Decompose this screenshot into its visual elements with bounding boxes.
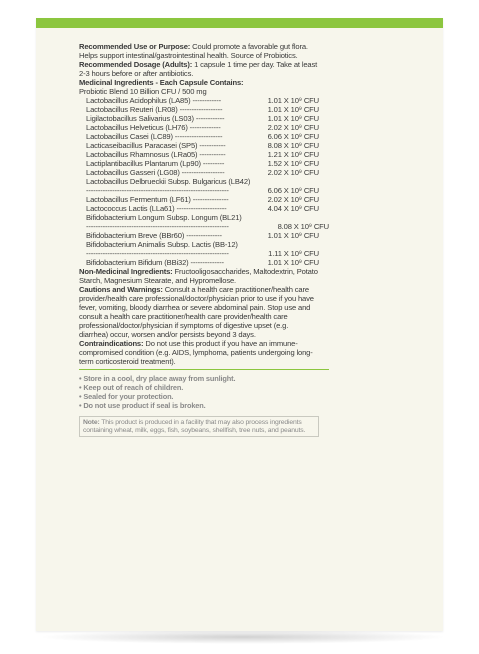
bifidum-value: 1.01 X 10⁹ CFU [267, 258, 319, 267]
ingredient-row [79, 195, 319, 204]
ingredient-name: Lactobacillus Helveticus (LH76) ------------- [86, 123, 221, 132]
ingredient-cfu-value: 6.06 X 10⁹ CFU [267, 132, 319, 141]
ingredient-name: Lactobacillus Casei (LC89) -------------------- [86, 132, 223, 141]
ingredient-cfu-value: 2.02 X 10⁹ CFU [267, 195, 319, 204]
divider [79, 369, 329, 370]
use-text: Could promote a favorable gut flora. Helps support intestinal/gastrointestinal health. Source of Probiotics. [79, 42, 308, 60]
ingredient-row [79, 96, 319, 105]
note-text: This product is produced in a facility that may also process ingredients containing wheat, milk, eggs, fish, soybeans, shellfish, tree nuts, and peanuts. [83, 419, 306, 434]
non-medicinal-section [79, 267, 319, 285]
ingredient-row [79, 114, 319, 123]
ingredient-name: Lactococcus Lactis (LLa61) --------------------- [86, 204, 227, 213]
ingredient-cfu-value: 8.08 X 10⁹ CFU [267, 141, 319, 150]
ingredient-cfu-value: 1.01 X 10⁹ CFU [267, 114, 319, 123]
dosage-text: 1 capsule 1 time per day. Take at least 2-3 hours before or after antibiotics. [79, 60, 318, 78]
non-medicinal-label: Non-Medicinal Ingredients: [79, 267, 173, 276]
breve-name: Bifidobacterium Breve (BBr60) --------------- [86, 231, 222, 240]
ingredient-cfu-value: 2.02 X 10⁹ CFU [267, 168, 319, 177]
breve-value: 1.01 X 10⁹ CFU [267, 231, 319, 240]
ingredient-cfu-value: 1.21 X 10⁹ CFU [267, 150, 319, 159]
longum-name: Bifidobacterium Longum Subsp. Longum (BL21) [86, 213, 242, 222]
contraindications-section [79, 339, 319, 366]
storage-bullets [79, 374, 319, 410]
cautions-text: Consult a health care practitioner/health care provider/health care professional/doctor/physician prior to use if you have fever, vomiting, bloody diarrhea or severe abdominal pain. Stop use and consult a health care practitioner/health care provider/health care professional/doctor/physician if symptoms of digestive upset (e.g. diarrhea) occur, worsen and/or persists beyond 3 days. [79, 285, 314, 339]
use-label: Recommended Use or Purpose: [79, 42, 191, 51]
ingredient-row [79, 168, 319, 177]
ingredient-row [79, 141, 319, 150]
ingredient-name: Ligilactobacillus Salivarius (LS03) ------------ [86, 114, 225, 123]
ingredient-name: Lactobacillus Acidophilus (LA85) ------------ [86, 96, 222, 105]
bulgaricus-name: Lactobacillus Delbrueckii Subsp. Bulgaricus (LB42) [86, 177, 251, 186]
ingredient-list [79, 96, 319, 177]
ingredient-name: Lactobacillus Reuteri (LR08) ------------------ [86, 105, 223, 114]
ingredient-list-2 [79, 195, 319, 213]
bulgaricus-row [79, 186, 319, 195]
ingredient-cfu-value: 1.52 X 10⁹ CFU [267, 159, 319, 168]
non-medicinal-text: Fructooligosaccharides, Maltodextrin, Potato Starch, Magnesium Stearate, and Hypromellose. [79, 267, 318, 285]
dash-leader: ------------------------------------------------------------ [86, 186, 229, 195]
contraindications-label: Contraindications: [79, 339, 144, 348]
bullet-item: • Sealed for your protection. [79, 392, 174, 401]
cautions-label: Cautions and Warnings: [79, 285, 163, 294]
bifidum-row [79, 258, 319, 267]
animalis-name: Bifidobacterium Animalis Subsp. Lactis (BB-12) [86, 240, 238, 249]
ingredient-row [79, 105, 319, 114]
package-shadow [38, 630, 448, 644]
ingredient-cfu-value: 2.02 X 10⁹ CFU [267, 123, 319, 132]
ingredient-cfu-value: 1.01 X 10⁹ CFU [267, 96, 319, 105]
ingredient-row [79, 132, 319, 141]
bulgaricus-value: 6.06 X 10⁹ CFU [267, 186, 319, 195]
medicinal-heading: Medicinal Ingredients - Each Capsule Contains: [79, 78, 244, 87]
use-section [79, 42, 319, 60]
dosage-label: Recommended Dosage (Adults): [79, 60, 193, 69]
ingredient-name: Lactobacillus Fermentum (LF61) --------------- [86, 195, 229, 204]
dosage-section [79, 60, 319, 78]
breve-row [79, 231, 319, 240]
ingredient-cfu-value: 1.01 X 10⁹ CFU [267, 105, 319, 114]
contraindications-text: Do not use this product if you have an immune-compromised condition (e.g. AIDS, lymphoma, patients undergoing long-term corticosteroid treatment). [79, 339, 313, 366]
ingredient-row [79, 150, 319, 159]
longum-row [79, 222, 329, 231]
ingredient-name: Lactobacillus Gasseri (LG08) ------------------ [86, 168, 225, 177]
longum-value: 8.08 X 10⁹ CFU [277, 222, 329, 231]
ingredient-name: Lactiplantibacillus Plantarum (Lp90) --------- [86, 159, 225, 168]
ingredient-row [79, 204, 319, 213]
ingredient-name: Lactobacillus Rhamnosus (LRa05) ----------- [86, 150, 226, 159]
ingredient-name: Lacticaseibacillus Paracasei (SP5) ----------- [86, 141, 226, 150]
bifidum-name: Bifidobacterium Bifidum (BBi32) -------------- [86, 258, 224, 267]
bullet-item: • Keep out of reach of children. [79, 383, 184, 392]
blend-line: Probiotic Blend 10 Billion CFU / 500 mg [79, 87, 207, 96]
bullet-item: • Do not use product if seal is broken. [79, 401, 206, 410]
ingredient-row [79, 123, 319, 132]
animalis-row [79, 249, 319, 258]
allergen-note-box [79, 416, 319, 437]
bullet-item: • Store in a cool, dry place away from sunlight. [79, 374, 236, 383]
label-content [79, 42, 329, 437]
ingredient-cfu-value: 4.04 X 10⁹ CFU [267, 204, 319, 213]
green-top-bar [36, 18, 443, 28]
note-label: Note: [83, 419, 100, 426]
ingredient-row [79, 159, 319, 168]
cautions-section [79, 285, 319, 339]
dash-leader: ------------------------------------------------------------ [86, 249, 229, 258]
dash-leader: ------------------------------------------------------------ [86, 222, 229, 231]
animalis-value: 1.11 X 10⁹ CFU [268, 249, 319, 258]
